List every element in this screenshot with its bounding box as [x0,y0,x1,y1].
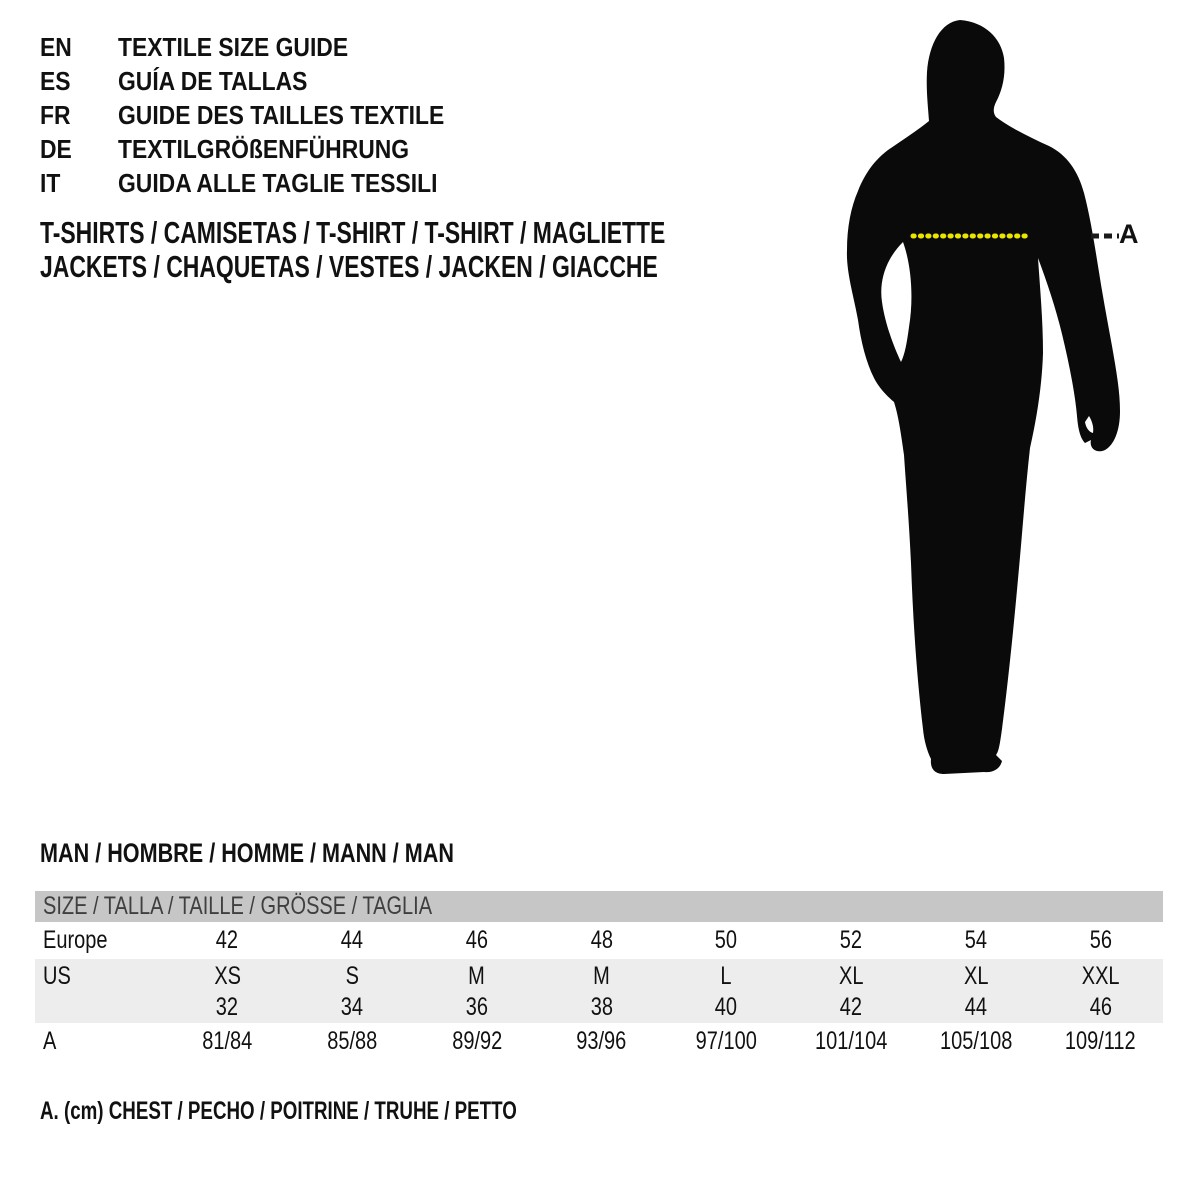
table-row-europe [35,922,1163,959]
garment-categories [40,216,885,284]
table-row-us-numbers [35,992,1163,1023]
size-value: 32 [216,993,239,1021]
size-value: M [593,962,610,990]
size-value: 101/104 [814,1027,888,1055]
language-code: FR [40,99,71,130]
size-value: 46 [465,926,488,954]
size-value: M [468,962,486,990]
language-code: EN [40,31,72,62]
size-value: XL [963,962,989,990]
guide-title: GUÍA DE TALLAS [118,65,308,96]
size-value: XS [214,962,241,990]
size-value: 46 [1089,993,1112,1021]
language-code: ES [40,65,71,96]
list-item [40,166,489,200]
man-silhouette-body [847,20,1120,774]
size-value: XL [838,962,864,990]
size-table-header: SIZE / TALLA / TAILLE / GRÖSSE / TAGLIA [35,891,1163,922]
size-value: XXL [1081,962,1120,990]
guide-title: TEXTILE SIZE GUIDE [118,31,349,62]
size-value: 42 [840,993,863,1021]
size-value: 40 [715,993,738,1021]
size-value: 48 [590,926,613,954]
size-value: 52 [840,926,863,954]
size-value: 50 [715,926,738,954]
size-value: 42 [216,926,239,954]
size-value: 44 [964,993,987,1021]
size-value: 34 [341,993,364,1021]
size-value: 56 [1089,926,1112,954]
row-label [35,993,165,1022]
row-label: Europe [43,926,108,954]
list-item [40,64,489,98]
size-table [35,891,1163,1060]
size-value: 36 [465,993,488,1021]
size-value: 93/96 [576,1027,627,1055]
section-title-man: MAN / HOMBRE / HOMME / MANN / MAN [40,837,454,868]
size-value: 97/100 [695,1027,757,1055]
measurement-footnote: A. (cm) CHEST / PECHO / POITRINE / TRUHE / PETTO [40,1096,517,1125]
size-value: 85/88 [327,1027,378,1055]
size-value: 54 [964,926,987,954]
guide-title: GUIDA ALLE TAGLIE TESSILI [118,167,438,198]
table-row-chest-a [35,1023,1163,1060]
row-label: US [43,962,71,990]
list-item [40,30,489,64]
list-item [40,132,489,166]
table-row-us-letters [35,959,1163,992]
language-code: IT [40,167,61,198]
category-line-jackets: JACKETS / CHAQUETAS / VESTES / JACKEN / GIACCHE [40,249,658,284]
size-value: 44 [341,926,364,954]
guide-title: GUIDE DES TAILLES TEXTILE [118,99,445,130]
size-value: 89/92 [451,1027,502,1055]
size-value: 81/84 [202,1027,253,1055]
row-label: A [43,1027,57,1055]
language-code: DE [40,133,72,164]
language-title-list [40,30,489,200]
list-item [40,98,489,132]
man-silhouette-figure [838,8,1160,780]
category-line-tshirts: T-SHIRTS / CAMISETAS / T-SHIRT / T-SHIRT / MAGLIETTE [40,215,666,250]
measurement-a-label: A [1119,219,1139,249]
guide-title: TEXTILGRÖßENFÜHRUNG [118,133,410,164]
size-value: 105/108 [939,1027,1013,1055]
size-value: 38 [590,993,613,1021]
size-value: 109/112 [1065,1027,1137,1055]
man-silhouette-svg [838,8,1160,780]
size-value: L [720,962,732,990]
size-value: S [345,962,359,990]
